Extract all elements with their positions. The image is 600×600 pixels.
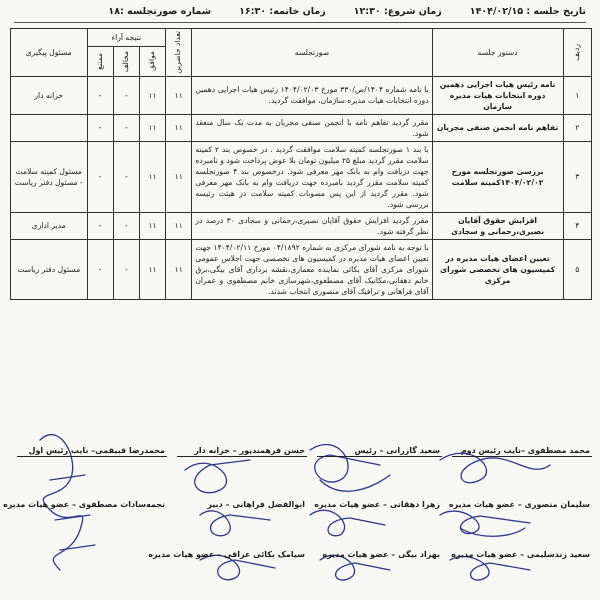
row-present: ۱۱ xyxy=(166,114,192,141)
signature-line xyxy=(452,456,592,457)
signatory: سلیمان منصوری – عضو هیات مدیره xyxy=(448,500,590,509)
col-agenda: دستور جلسه xyxy=(432,29,563,77)
row-agree: ۱۱ xyxy=(139,76,165,114)
row-number: ۳ xyxy=(563,141,591,212)
signature-line xyxy=(177,456,307,457)
row-agree: ۱۱ xyxy=(139,239,165,299)
table-row xyxy=(11,114,592,141)
meeting-header xyxy=(14,0,586,23)
row-responsible: مسئول دفتر ریاست xyxy=(11,239,88,299)
signatory: سعید زندسلیمی – عضو هیات مدیره xyxy=(451,550,590,559)
row-abstain: - xyxy=(87,141,113,212)
row-present: ۱۱ xyxy=(166,141,192,212)
row-present: ۱۱ xyxy=(166,76,192,114)
table-row xyxy=(11,141,592,212)
row-oppose: - xyxy=(113,76,139,114)
row-number: ۵ xyxy=(563,239,591,299)
signatory: نجمه‌سادات مصطفوی – عضو هیات مدیره xyxy=(3,500,165,509)
meeting-date: تاریخ جلسه : ۱۴۰۴/۰۲/۱۵ xyxy=(469,5,586,17)
row-number: ۲ xyxy=(563,114,591,141)
row-present: ۱۱ xyxy=(166,212,192,239)
row-agree: ۱۱ xyxy=(139,212,165,239)
signature-line xyxy=(17,456,167,457)
table-row xyxy=(11,76,592,114)
row-topic: نامه رئیس هیات اجرایی دهمین دوره انتخابات هیات مدیره سازمان xyxy=(432,76,563,114)
row-topic: تعیین اعضای هیات مدیره در کمیسیون های تخصصی شورای مرکزی xyxy=(432,239,563,299)
col-agree: موافق xyxy=(139,47,165,77)
row-topic: بررسی صورتجلسه مورخ ۱۴۰۴/۰۲/۰۲کمیته سلامت xyxy=(432,141,563,212)
signatory: زهرا دهقانی – عضو هیات مدیره xyxy=(314,500,440,509)
row-responsible xyxy=(11,114,88,141)
row-oppose: - xyxy=(113,141,139,212)
signatory: حسن فرهمندپور – خزانه دار xyxy=(194,446,305,455)
col-vote: نتیجه آراء xyxy=(87,29,166,47)
col-abstain: ممتنع xyxy=(87,47,113,77)
row-responsible: خزانه دار xyxy=(11,76,88,114)
col-row: ردیف xyxy=(563,29,591,77)
row-minutes: مقرر گردید تفاهم نامه با انجمن صنفی مجریان به مدت یک سال منعقد شود. xyxy=(192,114,432,141)
col-responsible: مسئول پیگیری xyxy=(11,29,88,77)
row-abstain: - xyxy=(87,114,113,141)
row-number: ۱ xyxy=(563,76,591,114)
row-topic: افزایش حقوق آقایان نصیری،رحمانی و سجادی xyxy=(432,212,563,239)
row-minutes: مقرر گردید افزایش حقوق آقایان نصیری،رحمانی و سجادی ۳۰ درصد در نظر گرفته شود. xyxy=(192,212,432,239)
row-present: ۱۱ xyxy=(166,239,192,299)
row-responsible: مسئول کمیته سلامت - مسئول دفتر ریاست xyxy=(11,141,88,212)
meeting-start: زمان شروع: ۱۲:۳۰ xyxy=(353,5,442,17)
col-present: تعداد حاضرین xyxy=(166,29,192,77)
row-oppose: - xyxy=(113,114,139,141)
signature-block xyxy=(3,420,592,590)
col-minutes: صورتجلسه xyxy=(192,29,432,77)
signatory: محمد مصطفوی –نایب رئیس دوم xyxy=(460,446,590,455)
row-number: ۴ xyxy=(563,212,591,239)
row-topic: تفاهم نامه انجمن صنفی مجریان xyxy=(432,114,563,141)
row-minutes: با نامه شماره ۱۴۰۴/ص/۳۳۰ مورخ ۱۴۰۴/۰۲/۰۳ رئیس هیات اجرایی دهمین دوره انتخابات هیات مدیره سازمان، موافقت گردید. xyxy=(192,76,432,114)
signature-line xyxy=(317,456,442,457)
minutes-number: شماره صورتجلسه :۱۸ xyxy=(108,5,212,17)
meeting-end: زمان خاتمه: ۱۶:۳۰ xyxy=(239,5,326,17)
header-row xyxy=(11,29,592,47)
signatory: سیامک بکائی عراقی – عضو هیات مدیره xyxy=(148,550,305,559)
row-abstain: - xyxy=(87,212,113,239)
col-oppose: مخالف xyxy=(113,47,139,77)
signatory: بهزاد بیگی – عضو هیات مدیره xyxy=(322,550,440,559)
row-agree: ۱۱ xyxy=(139,141,165,212)
signatory: ابوالفضل فراهانی – دبیر xyxy=(207,500,305,509)
row-minutes: با توجه به نامه شورای مرکزی به شماره ۰۴/۱۸۹۲ مورخ ۱۴۰۴/۰۲/۱۱ جهت تعیین اعضای هیات مدیره در کمیسیون های تخصصی جهت اجلاس عمومی شورای مرکزی آقای بکائی نماینده معماری،نقشه برداری آقای بیگی،برق خانم دهقانی،مکانیک آقای مصطفوی،شهرسازی خانم مصطفوی و عمران آقای فراهانی و ترافیک آقای منصوری انتخاب شدند. xyxy=(192,239,432,299)
signatory: محمدرضا قبیقمی– نایب رئیس اول xyxy=(28,446,165,455)
row-minutes: با بند ۱ صورتجلسه کمیته سلامت موافقت گردید . در خصوص بند ۲ کمیته سلامت مقرر گردید مبلغ ۲۵ میلیون تومان بلا عوض پرداخت شود و نامبرده جهت دریافت وام به بانک مهر معرفی شود. درخصوص بند ۴ صورتجلسه کمیته سلامت مقرر گردید نامبرده جهت دریافت وام به بانک مهر معرفی شود. مقرر گردید از این پس مصوبات کمیته سلامت در هیئت رئیسه بررسی شود. xyxy=(192,141,432,212)
table-row xyxy=(11,239,592,299)
row-abstain: - xyxy=(87,76,113,114)
table-row xyxy=(11,212,592,239)
row-responsible: مدیر اداری xyxy=(11,212,88,239)
row-oppose: - xyxy=(113,239,139,299)
row-abstain: - xyxy=(87,239,113,299)
signatory: سعید گازرانی – رئیس xyxy=(354,446,440,455)
row-oppose: - xyxy=(113,212,139,239)
row-agree: ۱۱ xyxy=(139,114,165,141)
minutes-table xyxy=(10,28,592,300)
